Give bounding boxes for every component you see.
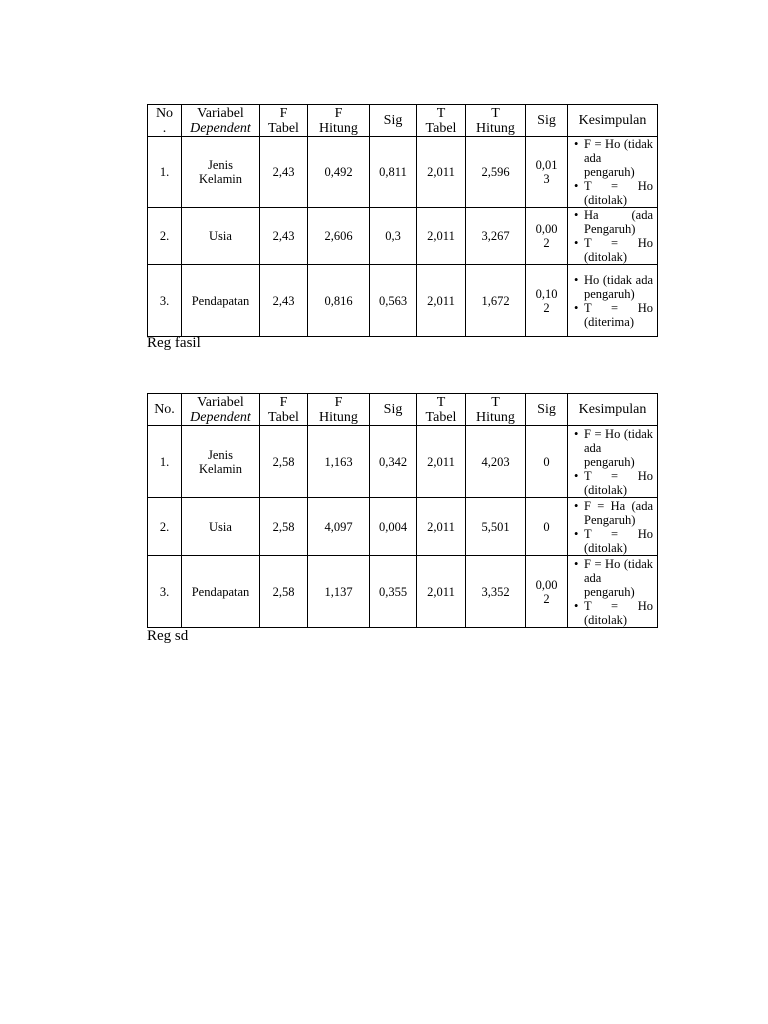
- cell-no: 3.: [148, 556, 182, 628]
- table-row: [148, 265, 658, 337]
- header-variabel: Variabel Dependent: [182, 105, 260, 137]
- cell-t-tabel: 2,011: [417, 498, 466, 556]
- cell-t-hitung: 3,267: [466, 208, 526, 265]
- cell-sig-t: 0: [526, 426, 568, 498]
- header-variabel: Variabel Dependent: [182, 394, 260, 426]
- cell-f-tabel: 2,43: [260, 208, 308, 265]
- table-header-row: [148, 394, 658, 426]
- cell-kesimpulan: [568, 426, 658, 498]
- cell-t-hitung: 4,203: [466, 426, 526, 498]
- header-kesimpulan: Kesimpulan: [568, 105, 658, 137]
- cell-t-hitung: 5,501: [466, 498, 526, 556]
- list-item: • Ho (tidak ada pengaruh): [574, 273, 653, 301]
- header-sig-t: Sig: [526, 394, 568, 426]
- table-row: [148, 208, 658, 265]
- header-sig: Sig: [370, 394, 417, 426]
- cell-variabel: Jenis Kelamin: [182, 137, 260, 208]
- cell-f-hitung: 1,163: [308, 426, 370, 498]
- table-caption: Reg sd: [147, 628, 189, 644]
- header-f-tabel: F Tabel: [260, 394, 308, 426]
- header-sig-t: Sig: [526, 105, 568, 137]
- list-item: • T = Ho (ditolak): [574, 469, 653, 497]
- list-item: • T = Ho (ditolak): [574, 236, 653, 264]
- cell-sig-t: 0,00 2: [526, 556, 568, 628]
- cell-no: 2.: [148, 498, 182, 556]
- cell-variabel: Pendapatan: [182, 265, 260, 337]
- cell-f-hitung: 4,097: [308, 498, 370, 556]
- header-no: No.: [148, 394, 182, 426]
- cell-t-tabel: 2,011: [417, 137, 466, 208]
- cell-f-hitung: 0,816: [308, 265, 370, 337]
- table-caption: Reg fasil: [147, 335, 201, 351]
- list-item: • T = Ho (ditolak): [574, 599, 653, 627]
- list-item: • F = Ho (tidak ada pengaruh): [574, 557, 653, 599]
- cell-kesimpulan: [568, 498, 658, 556]
- cell-f-hitung: 1,137: [308, 556, 370, 628]
- header-no: No .: [148, 105, 182, 137]
- cell-sig-t: 0,10 2: [526, 265, 568, 337]
- header-f-tabel: F Tabel: [260, 105, 308, 137]
- list-item: • T = Ho (ditolak): [574, 527, 653, 555]
- cell-f-tabel: 2,58: [260, 498, 308, 556]
- cell-sig: 0,563: [370, 265, 417, 337]
- cell-sig: 0,355: [370, 556, 417, 628]
- header-f-hitung: F Hitung: [308, 105, 370, 137]
- header-t-tabel: T Tabel: [417, 394, 466, 426]
- cell-f-tabel: 2,43: [260, 137, 308, 208]
- header-kesimpulan: Kesimpulan: [568, 394, 658, 426]
- cell-t-hitung: 1,672: [466, 265, 526, 337]
- cell-f-hitung: 2,606: [308, 208, 370, 265]
- table-row: [148, 498, 658, 556]
- cell-variabel: Usia: [182, 208, 260, 265]
- cell-f-tabel: 2,58: [260, 426, 308, 498]
- cell-t-hitung: 3,352: [466, 556, 526, 628]
- cell-kesimpulan: [568, 556, 658, 628]
- cell-kesimpulan: [568, 265, 658, 337]
- list-item: • F = Ho (tidak ada pengaruh): [574, 427, 653, 469]
- table-row: [148, 137, 658, 208]
- list-item: • T = Ho (diterima): [574, 301, 653, 329]
- cell-f-tabel: 2,43: [260, 265, 308, 337]
- regression-table-fasil: [147, 104, 658, 337]
- cell-t-tabel: 2,011: [417, 426, 466, 498]
- list-item: • Ha (ada Pengaruh): [574, 208, 653, 236]
- header-f-hitung: F Hitung: [308, 394, 370, 426]
- cell-no: 3.: [148, 265, 182, 337]
- cell-no: 2.: [148, 208, 182, 265]
- table-row: [148, 426, 658, 498]
- cell-sig-t: 0,00 2: [526, 208, 568, 265]
- header-t-hitung: T Hitung: [466, 394, 526, 426]
- header-t-tabel: T Tabel: [417, 105, 466, 137]
- cell-sig-t: 0,01 3: [526, 137, 568, 208]
- table-header-row: [148, 105, 658, 137]
- cell-variabel: Jenis Kelamin: [182, 426, 260, 498]
- cell-no: 1.: [148, 137, 182, 208]
- header-t-hitung: T Hitung: [466, 105, 526, 137]
- cell-variabel: Usia: [182, 498, 260, 556]
- cell-f-hitung: 0,492: [308, 137, 370, 208]
- cell-sig: 0,342: [370, 426, 417, 498]
- cell-t-hitung: 2,596: [466, 137, 526, 208]
- regression-table-sd: [147, 393, 658, 628]
- list-item: • T = Ho (ditolak): [574, 179, 653, 207]
- cell-t-tabel: 2,011: [417, 265, 466, 337]
- cell-t-tabel: 2,011: [417, 556, 466, 628]
- cell-variabel: Pendapatan: [182, 556, 260, 628]
- cell-kesimpulan: [568, 137, 658, 208]
- cell-sig: 0,811: [370, 137, 417, 208]
- cell-sig: 0,3: [370, 208, 417, 265]
- cell-t-tabel: 2,011: [417, 208, 466, 265]
- header-sig: Sig: [370, 105, 417, 137]
- list-item: • F = Ho (tidak ada pengaruh): [574, 137, 653, 179]
- table-row: [148, 556, 658, 628]
- cell-sig-t: 0: [526, 498, 568, 556]
- list-item: • F = Ha (ada Pengaruh): [574, 499, 653, 527]
- cell-sig: 0,004: [370, 498, 417, 556]
- cell-kesimpulan: [568, 208, 658, 265]
- cell-f-tabel: 2,58: [260, 556, 308, 628]
- cell-no: 1.: [148, 426, 182, 498]
